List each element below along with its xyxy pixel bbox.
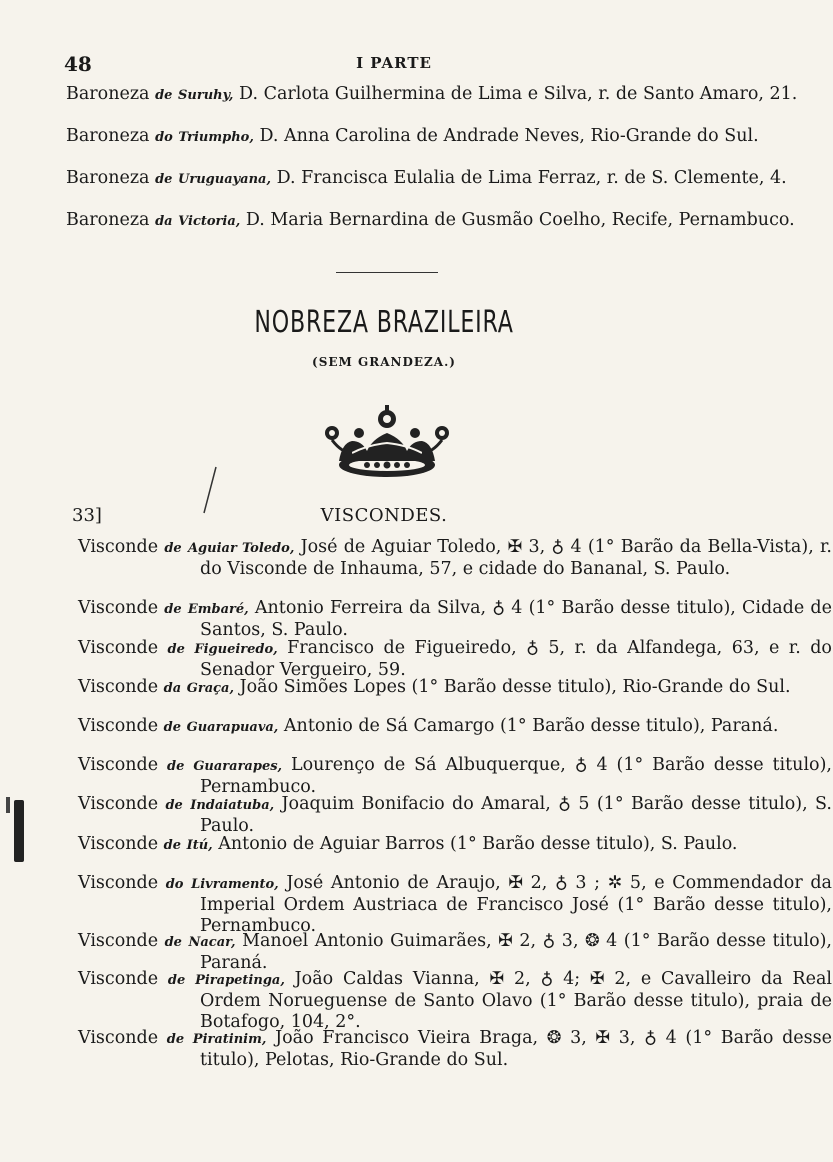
divider xyxy=(336,272,438,273)
margin-ink-mark xyxy=(6,797,10,813)
section-title: NOBREZA BRAZILEIRA xyxy=(254,305,514,340)
list-item: Visconde de Pirapetinga, João Caldas Vianna, ✠ 2, ♁ 4; ✠ 2, e Cavalleiro da Real Ordem Norueguense de Santo Olavo (1° Barão desse titulo), praia de Botafogo, 104, 2°. xyxy=(78,969,832,1032)
section-heading: VISCONDES. xyxy=(320,505,448,526)
section-number: 33] xyxy=(72,505,102,526)
list-item: Visconde de Indaiatuba, Joaquim Bonifacio do Amaral, ♁ 5 (1° Barão desse titulo), S. Paulo. xyxy=(78,794,832,836)
section-subtitle: (SEM GRANDEZA.) xyxy=(312,355,456,369)
list-item: Visconde de Itú, Antonio de Aguiar Barros (1° Barão desse titulo), S. Paulo. xyxy=(78,834,738,854)
list-item: Baroneza de Uruguayana, D. Francisca Eulalia de Lima Ferraz, r. de S. Clemente, 4. xyxy=(66,168,787,188)
list-item: Visconde de Guarapuava, Antonio de Sá Camargo (1° Barão desse titulo), Paraná. xyxy=(78,716,779,736)
list-item: Visconde de Aguiar Toledo, José de Aguiar Toledo, ✠ 3, ♁ 4 (1° Barão da Bella-Vista), r. do Visconde de Inhauma, 57, e cidade do Bananal, S. Paulo. xyxy=(78,537,832,579)
page-header xyxy=(64,52,724,76)
running-head: I PARTE xyxy=(356,54,432,72)
list-item: Visconde de Embaré, Antonio Ferreira da Silva, ♁ 4 (1° Barão desse titulo), Cidade de Santos, S. Paulo. xyxy=(78,598,832,640)
list-item: Visconde do Livramento, José Antonio de Araujo, ✠ 2, ♁ 3 ; ✲ 5, e Commendador da Imperial Ordem Austriaca de Francisco José (1° Barão desse titulo), Pernambuco. xyxy=(78,873,832,936)
list-item: Baroneza do Triumpho, D. Anna Carolina de Andrade Neves, Rio-Grande do Sul. xyxy=(66,126,759,146)
list-item: Visconde de Piratinim, João Francisco Vieira Braga, ❂ 3, ✠ 3, ♁ 4 (1° Barão desse titulo), Pelotas, Rio-Grande do Sul. xyxy=(78,1028,832,1070)
list-item: Visconde de Guararapes, Lourenço de Sá Albuquerque, ♁ 4 (1° Barão desse titulo), Pernambuco. xyxy=(78,755,832,797)
page-number: 48 xyxy=(64,52,92,76)
list-item: Baroneza de Suruhy, D. Carlota Guilhermina de Lima e Silva, r. de Santo Amaro, 21. xyxy=(66,84,798,104)
margin-ink-mark xyxy=(14,800,24,862)
crown-icon xyxy=(312,403,462,493)
list-item: Baroneza da Victoria, D. Maria Bernardina de Gusmão Coelho, Recife, Pernambuco. xyxy=(66,210,795,230)
list-item: Visconde de Nacar, Manoel Antonio Guimarães, ✠ 2, ♁ 3, ❂ 4 (1° Barão desse titulo), Paraná. xyxy=(78,931,832,973)
list-item: Visconde de Figueiredo, Francisco de Figueiredo, ♁ 5, r. da Alfandega, 63, e r. do Senador Vergueiro, 59. xyxy=(78,638,832,680)
list-item: Visconde da Graça, João Simões Lopes (1° Barão desse titulo), Rio-Grande do Sul. xyxy=(78,677,791,697)
